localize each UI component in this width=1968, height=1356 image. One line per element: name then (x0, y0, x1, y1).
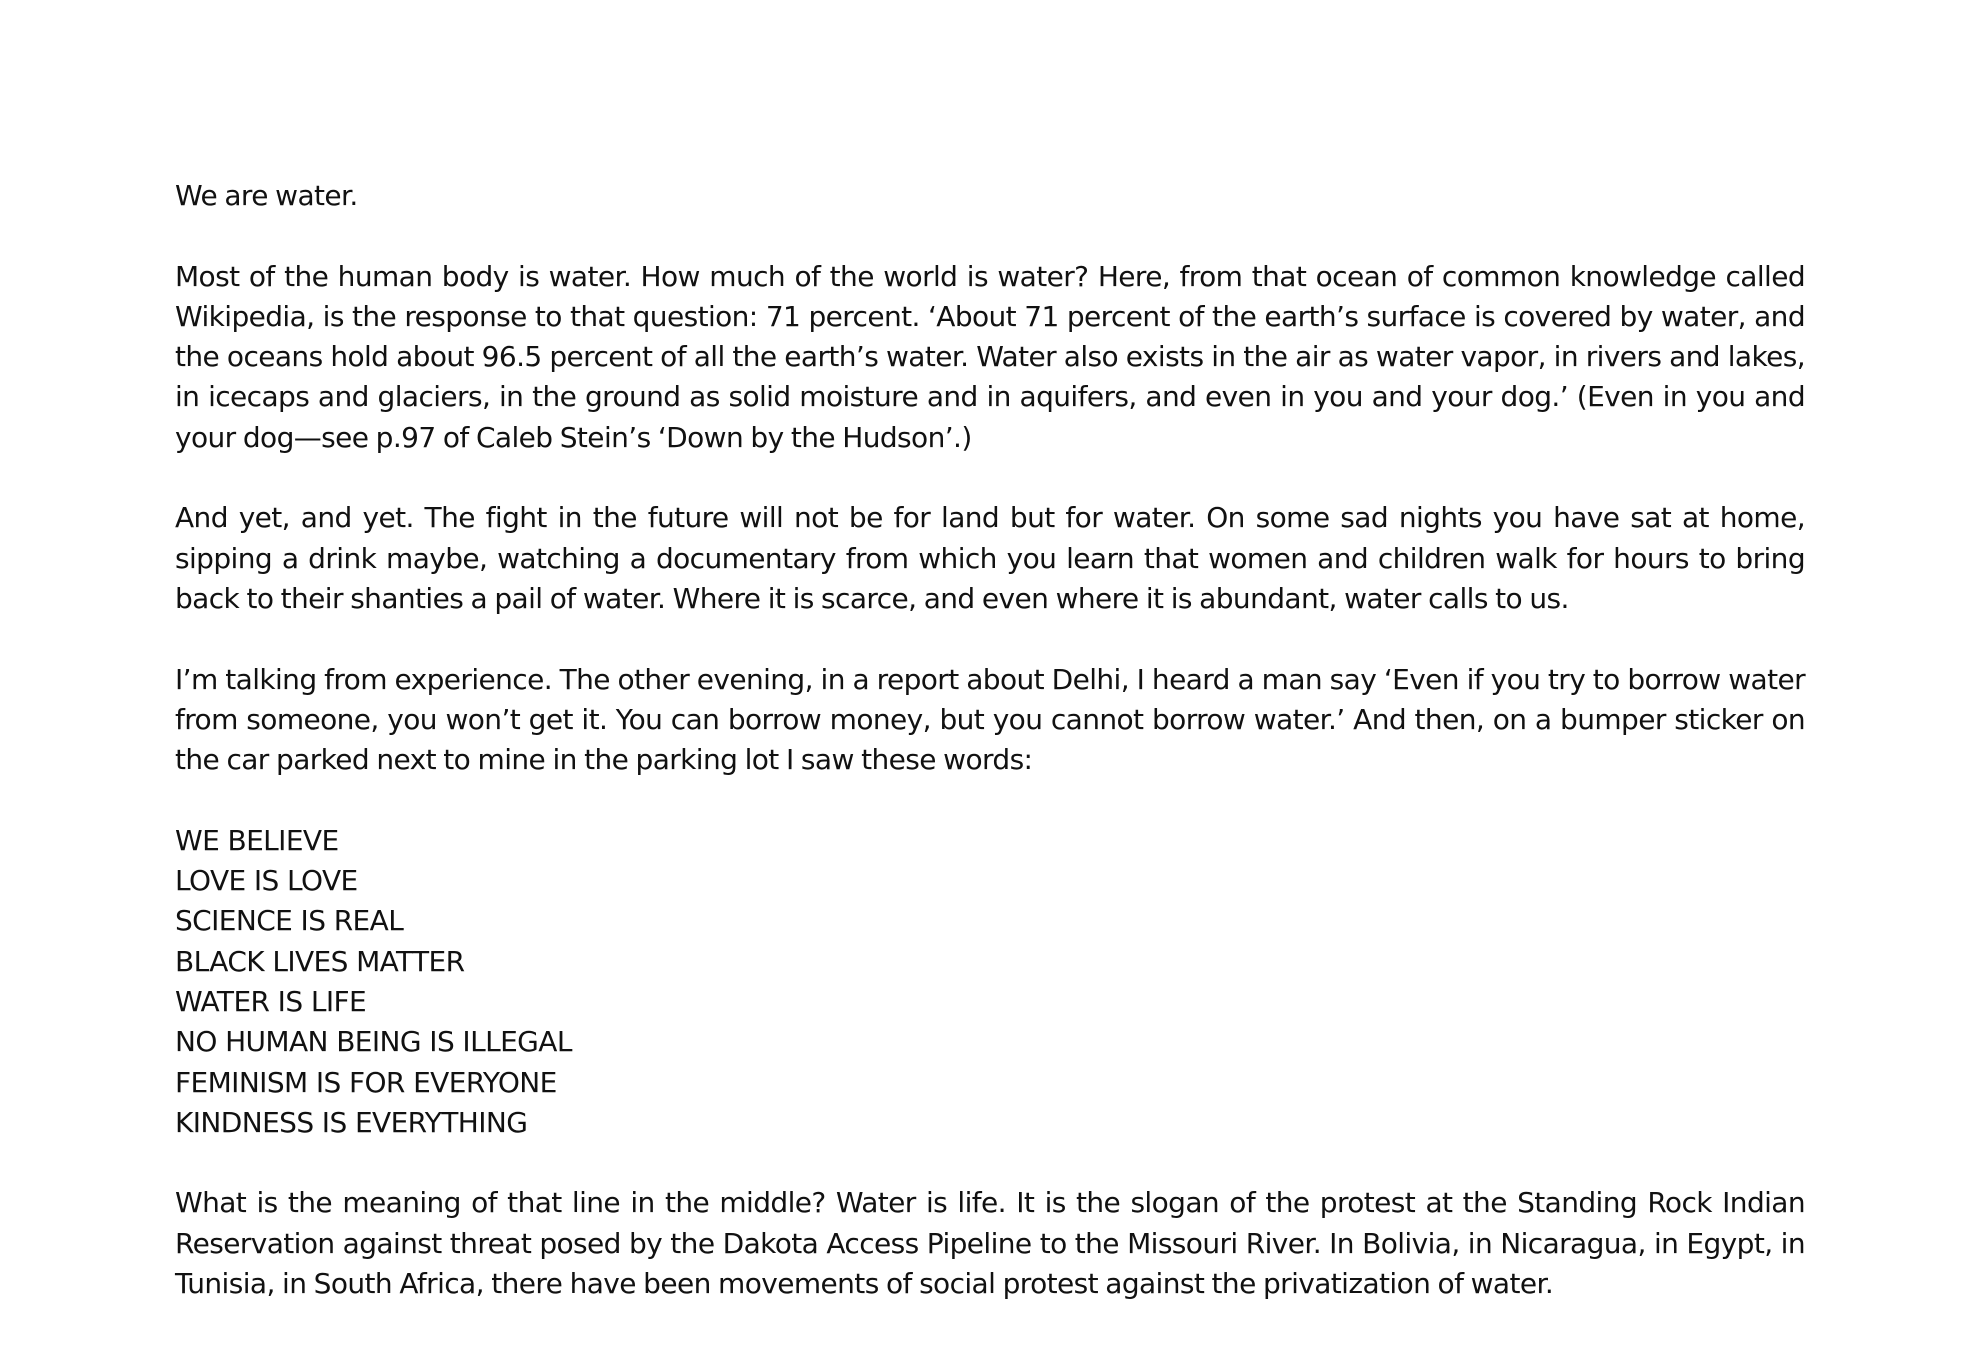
document-page (175, 176, 1805, 1345)
paragraph-fight-for-water: And yet, and yet. The fight in the future will not be for land but for water. On some sad nights you have sat at home, sipping a drink maybe, watching a documentary from which you learn that women and children walk for hours to bring back to their shanties a pail of water. Where it is scarce, and even where it is abundant, water calls to us. (175, 501, 1805, 615)
slogan-line: KINDNESS IS EVERYTHING (175, 1105, 528, 1139)
slogan-line: NO HUMAN BEING IS ILLEGAL (175, 1025, 572, 1059)
slogan-line: LOVE IS LOVE (175, 864, 358, 898)
paragraph-water-is-life: What is the meaning of that line in the middle? Water is life. It is the slogan of the protest at the Standing Rock Indian Reservation against threat posed by the Dakota Access Pipeline to the Missouri River. In Bolivia, in Nicaragua, in Egypt, in Tunisia, in South Africa, there have been movements of social protest against the privatization of water. (175, 1186, 1805, 1301)
slogan-line: SCIENCE IS REAL (175, 904, 404, 938)
slogan-line: WATER IS LIFE (175, 984, 367, 1018)
slogan-line: FEMINISM IS FOR EVERYONE (175, 1065, 557, 1099)
paragraph-wikipedia: Most of the human body is water. How much of the world is water? Here, from that ocean of common knowledge called Wikipedia, is the response to that question: 71 percent. ‘About 71 percent of the earth’s surface is covered by water, and the oceans hold about 96.5 percent of all the earth’s water. Water also exists in the air as water vapor, in rivers and lakes, in icecaps and glaciers, in the ground as solid moisture and in aquifers, and even in you and your dog.’ (Even in you and your dog—see p.97 of Caleb Stein’s ‘Down by the Hudson’.) (175, 259, 1805, 454)
bumper-sticker-slogans (175, 821, 1805, 1143)
slogan-line: WE BELIEVE (175, 823, 339, 857)
paragraph-experience: I’m talking from experience. The other evening, in a report about Delhi, I heard a man say ‘Even if you try to borrow water from someone, you won’t get it. You can borrow money, but you cannot borrow water.’ And then, on a bumper sticker on the car parked next to mine in the parking lot I saw these words: (175, 662, 1805, 777)
paragraph-intro: We are water. (175, 179, 358, 212)
slogan-line: BLACK LIVES MATTER (175, 944, 465, 978)
